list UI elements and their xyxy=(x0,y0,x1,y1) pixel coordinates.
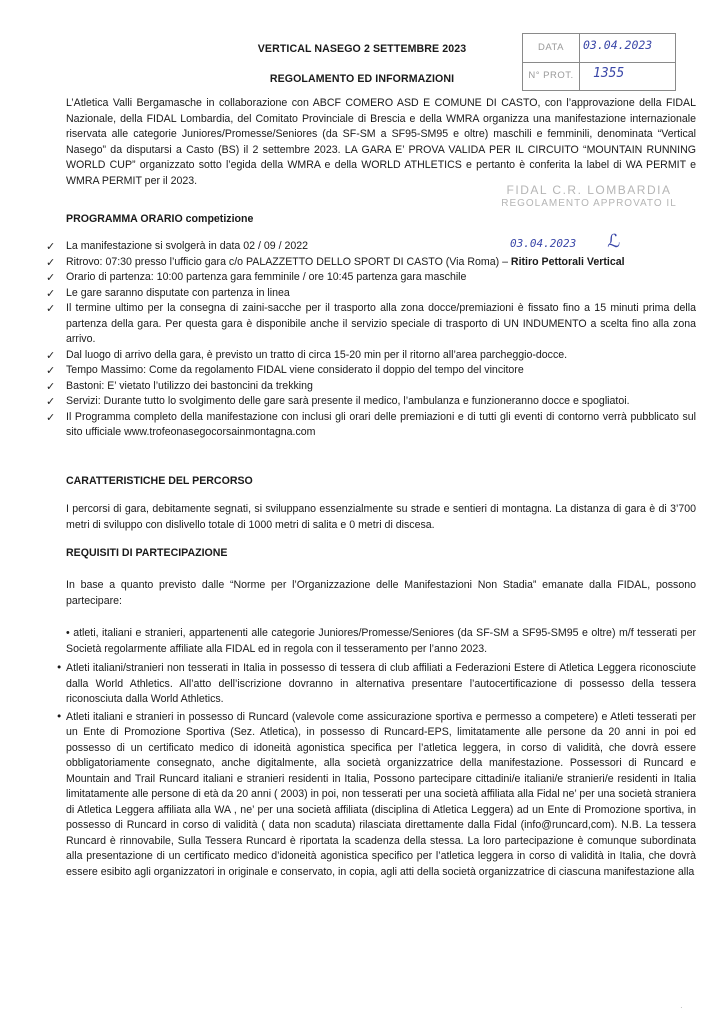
check-icon: ✓ xyxy=(46,255,56,269)
requirements-heading: REQUISITI DI PARTECIPAZIONE xyxy=(66,547,228,559)
stamp-date-value: 03.04.2023 xyxy=(583,38,653,52)
stamp-date-row xyxy=(523,34,675,63)
program-item-text: Servizi: Durante tutto lo svolgimento delle gare sarà presente il medico, l’ambulanza e funzioneranno docce e spogliatoi. xyxy=(66,395,630,407)
page-mark: · xyxy=(680,1003,683,1012)
check-icon: ✓ xyxy=(46,286,56,300)
document-subtitle: REGOLAMENTO ED INFORMAZIONI xyxy=(269,73,455,85)
program-item-bold: Ritiro Pettorali Vertical xyxy=(510,255,625,268)
program-item xyxy=(46,379,696,395)
document-title: VERTICAL NASEGO 2 SETTEMBRE 2023 xyxy=(257,43,467,55)
protocol-stamp xyxy=(522,33,676,91)
program-item xyxy=(46,239,696,255)
program-item xyxy=(46,410,696,441)
bullet-icon: • xyxy=(56,710,63,723)
program-item xyxy=(46,348,696,364)
program-item-text: Ritrovo: 07:30 presso l’ufficio gara c/o PALAZZETTO DELLO SPORT DI CASTO (Via Roma) – xyxy=(66,255,511,268)
program-item-text: La manifestazione si svolgerà in data 02 / 09 / 2022 xyxy=(66,240,309,252)
program-item-text: Le gare saranno disputate con partenza in linea xyxy=(66,286,290,299)
program-item xyxy=(46,301,696,348)
program-item-text: Dal luogo di arrivo della gara, è previsto un tratto di circa 15-20 min per il ritorno all’area parcheggio-docce. xyxy=(66,348,568,361)
program-item-text: Il Programma completo della manifestazione con inclusi gli orari delle premiazioni e di tutti gli eventi di contorno verrà pubblicato sul sito ufficiale www.trofeonasegocorsainmontagna.com xyxy=(66,410,696,438)
program-item xyxy=(46,286,696,302)
program-item xyxy=(46,270,696,286)
program-item xyxy=(46,394,696,410)
approval-stamp-line2: REGOLAMENTO APPROVATO IL xyxy=(501,198,677,209)
check-icon: ✓ xyxy=(46,410,56,424)
stamp-prot-label: N° PROT. xyxy=(523,62,580,90)
check-icon: ✓ xyxy=(46,348,56,362)
check-icon: ✓ xyxy=(46,271,56,284)
requirement-item xyxy=(56,661,696,708)
program-item-text: Il termine ultimo per la consegna di zaini-sacche per il trasporto alla zona docce/premiazioni è fissato fino a 15 minuti prima della partenza della gara. Per questa gara è disponibile anche il servizio speciale di trasporto di UN INDUMENTO a scelta fino alla zona arrivo. xyxy=(66,302,696,345)
check-icon: ✓ xyxy=(46,364,56,377)
requirement-item xyxy=(56,710,696,881)
requirements-first-item: • atleti, italiani e stranieri, appartenenti alle categorie Juniores/Promesse/Seniores (da SF-SM a SF95-SM95 e oltre) m/f tesserati per Società regolarmente affiliate alla FIDAL ed in regola con il tesseramento per l’anno 2023. xyxy=(66,627,696,655)
course-paragraph: I percorsi di gara, debitamente segnati, si sviluppano essenzialmente su strade e sentieri di montagna. La distanza di gara è di 3’700 metri di sviluppo con dislivello totale di 1000 metri di salita e 0 metri di discesa. xyxy=(66,503,696,531)
program-list xyxy=(46,239,696,441)
approval-stamp-line1: FIDAL C.R. LOMBARDIA xyxy=(506,183,672,197)
program-item xyxy=(46,255,696,271)
check-icon: ✓ xyxy=(46,379,56,393)
bullet-icon: • xyxy=(56,662,63,674)
approval-signature: ℒ xyxy=(607,231,621,252)
requirements-intro: In base a quanto previsto dalle “Norme per l’Organizzazione delle Manifestazioni Non Stadia” emanate dalla FIDAL, possono partecipare: xyxy=(66,579,696,607)
program-item-text: Bastoni: E’ vietato l’utilizzo dei bastoncini da trekking xyxy=(66,379,313,392)
program-item xyxy=(46,363,696,379)
program-item-text: Orario di partenza: 10:00 partenza gara femminile / ore 10:45 partenza gara maschile xyxy=(66,271,467,283)
stamp-prot-value: 1355 xyxy=(593,66,625,81)
check-icon: ✓ xyxy=(46,240,56,253)
check-icon: ✓ xyxy=(46,302,56,315)
stamp-date-label: DATA xyxy=(523,34,580,62)
stamp-prot-row xyxy=(523,62,675,90)
program-heading: PROGRAMMA ORARIO competizione xyxy=(66,213,254,225)
requirements-list xyxy=(56,661,696,882)
intro-paragraph: L’Atletica Valli Bergamasche in collaborazione con ABCF COMERO ASD E COMUNE DI CASTO, con l’approvazione della FIDAL Nazionale, della FIDAL Lombardia, del Comitato Provinciale di Brescia e della WMRA organizza una manifestazione internazionale riservata alle categorie Juniores/Promesse/Seniores (da SF-SM a SF95-SM95 e oltre) maschili e femminili, denominata “Vertical Nasego” da disputarsi a Casto (BS) il 2 settembre 2023. LA GARA E’ PROVA VALIDA PER IL CIRCUITO “MOUNTAIN RUNNING WORLD CUP” organizzato sotto l’egida della WMRA e della WORLD ATHLETICS e pertanto è conferita la label di WA PERMIT e WMRA PERMIT per il 2023. xyxy=(66,97,696,187)
approval-stamp-date: 03.04.2023 xyxy=(510,237,577,250)
check-icon: ✓ xyxy=(46,395,56,408)
requirement-item-text: Atleti italiani e stranieri in possesso di Runcard (valevole come assicurazione sportiva e permesso a competere) e Atleti tesserati per un Ente di Promozione Sportiva (Sez. Atletica), in possesso di Runcard-EPS, limitatamente alle persone da 20 anni in poi ed possesso di un certificato medico di idoneità agonistica specifica per l’atletica leggera, in corso di validità, che dovrà essere obbligatoriamente consegnato, anche digitalmente, alla società organizzatrice della manifestazione. Possessori di Runcard e Mountain and Trail Runcard italiani e stranieri residenti in Italia, Possono partecipare cittadini/e italiani/e stranieri/e residenti in Italia limitatamente alle persone di età da 20 anni ( 2003) in poi, non tesserati per una società affiliata alla Fidal ne’ per una società straniera di Atletica Leggera affiliata alla WA , ne’ per una società affiliata (disciplina di Atletica Leggera) ad un Ente di Promozione sportiva, in possesso di Runcard in corso di validità ( data non scaduta) rilasciata direttamente dalla Fidal (info@runcard,com). N.B. La tessera Runcard è rinnovabile, Sulla Tessera Runcard è riportata la scadenza della stessa. La loro partecipazione è comunque subordinata alla presentazione di un certificato medico d’idoneità agonistica specifico per l’atletica leggera in corso di validità in Italia, che dovrà essere esibito agli organizzatori in originale e conservato, in copia, agli atti della società organizzatrice di ciascuna manifestazione alla xyxy=(66,710,696,878)
requirement-item-text: Atleti italiani/stranieri non tesserati in Italia in possesso di tessera di club affiliati a Federazioni Estere di Atletica Leggera riconosciute dalla World Athletics. All’atto dell’iscrizione dovranno in alternativa presentare l’autocertificazione di possesso della tessera riconosciuta dalla World Athletics. xyxy=(66,662,696,705)
program-item-text: Tempo Massimo: Come da regolamento FIDAL viene considerato il doppio del tempo del vincitore xyxy=(66,364,524,376)
approval-stamp xyxy=(494,184,684,210)
course-heading: CARATTERISTICHE DEL PERCORSO xyxy=(66,475,253,487)
